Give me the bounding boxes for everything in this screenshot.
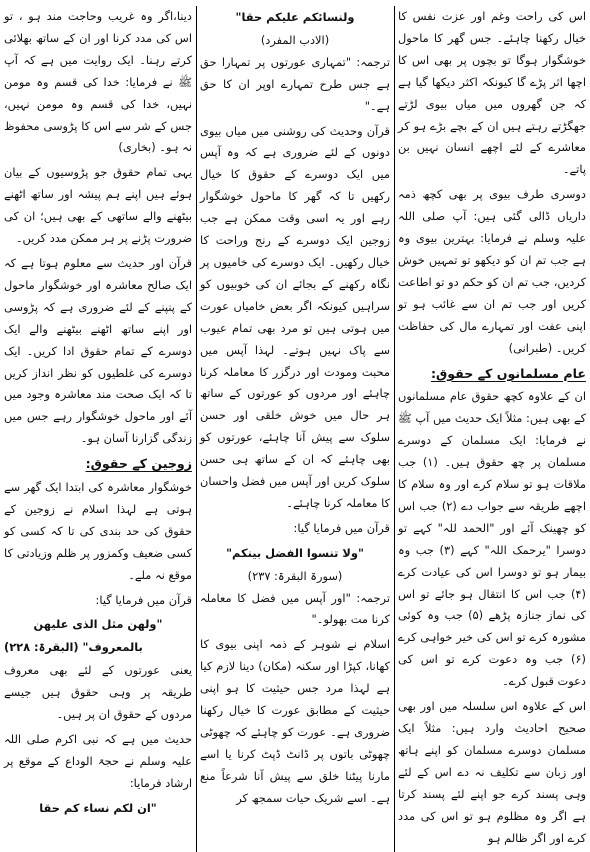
paragraph: قرآن میں فرمایا گیا: bbox=[95, 592, 192, 607]
paragraph: یہی تمام حقوق جو پڑوسیوں کے بیان ہوئے ہیں اپنے ہم پیشہ اور ساتھ اٹھنے بیٹھنے والے ساتھی کے بھی ہیں؛ ان کی ضرورت پڑنے پر ہر ممکن مدد کریں۔ bbox=[4, 165, 192, 246]
paragraph: اس کی راحت وغم اور عزت نفس کا خیال رکھنا چاہئے۔ جس گھر کا ماحول خوشگوار ہوگا تو بچوں پر بھی اس کا اچھا اثر پڑے گا کیونکہ اکثر دیکھا گیا ہے کہ جن گھروں میں میاں بیوی لڑتے جھگڑتے رہتے ہیں ان کے بچے بڑے ہو کر معاشرے کے لئے اچھے انسان نہیں بن پاتے۔ bbox=[398, 9, 586, 177]
section-heading-muslim-rights: عام مسلمانوں کے حقوق: bbox=[430, 365, 586, 381]
hadith-reference: (الادب المفرد) bbox=[260, 32, 330, 47]
paragraph: اسلام نے شوہر کے ذمہ اپنی بیوی کا کھانا، کپڑا اور سکنہ (مکان) دینا لازم کیا ہے لہذا مرد جس حیثیت کا ہو اپنی حیثیت کے مطابق عورت کا خیال رکھنا ضروری ہے۔ عورت کو چاہئے کہ چھوٹی چھوٹی باتوں پر ڈانٹ ڈپٹ کرنا یا اسے مارنا پیٹنا خلق سے پیش آنا شرعاً منع ہے۔ اسے شریک حیات سمجھ کر bbox=[200, 637, 390, 805]
column-divider bbox=[394, 6, 395, 852]
paragraph: حدیث میں ہے کہ نبی اکرم صلی اللہ علیہ وسلم نے حجۃ الوداع کے موقع پر ارشاد فرمایا: bbox=[4, 732, 192, 790]
hadith-quote: "ان لکم نساء کم حقا bbox=[39, 800, 157, 815]
column-left bbox=[4, 6, 192, 852]
paragraph: دوسری طرف بیوی پر بھی کچھ ذمہ داریاں ڈالی گئی ہیں: آپ صلی اللہ علیہ وسلم نے فرمایا: بہترین بیوی وہ ہے جب تم ان کو دیکھو تو تمہیں خوش کردیں، جب تم ان کو حکم دو تو اطاعت کریں اور جب تم ان سے غائب ہو تو اپنی عفت اور تمہارے مال کی حفاظت کریں۔ (طبرانی) bbox=[398, 187, 586, 355]
column-divider bbox=[196, 6, 197, 852]
paragraph: قرآن میں فرمایا گیا: bbox=[293, 520, 390, 535]
paragraph: اس کے علاوہ اس سلسلہ میں اور بھی صحیح احادیث وارد ہیں: مثلاً ایک مسلمان دوسرے مسلمان کو اپنے ہاتھ اور زبان سے تکلیف نہ دے اس کے لئے وہی پسند کرے جو اپنے لئے پسند کرتا ہے اگر وہ مظلوم ہو تو اس کی مدد کرے اور اگر ظالم ہو bbox=[398, 699, 586, 845]
paragraph: قرآن وحدیث کی روشنی میں میاں بیوی دونوں کے لئے ضروری ہے کہ وہ آپس میں ایک دوسرے کے حقوق کا خیال رکھیں تا کہ گھر کا ماحول خوشگوار رہے اور یہ اسی وقت ممکن ہے جب زوجین ایک دوسرے کے رنج وراحت کا خیال رکھیں۔ ایک دوسرے کی خامیوں پر نگاہ رکھنے کے بجائے ان کی خوبیوں کو سراہیں کیونکہ اگر بعض خامیاں عورت میں ہوتی ہیں تو مرد بھی تمام عیوب سے پاک نہیں ہوتے۔ لہذا آپس میں محبت ومودت اور درگزر کا معاملہ کرنا چاہئے اور مردوں کو عورتوں کے ساتھ ہر حال میں خوش خلقی اور حسن سلوک سے پیش آنا چاہئے، عورتوں کو بھی چاہئے کہ ان کے ساتھ ہی حسن سلوک کریں اور آپس میں فضل واحسان کا معاملہ کرنا چاہئے۔ bbox=[200, 123, 390, 510]
quran-quote: "ولا تنسوا الفضل بینکم" bbox=[226, 545, 364, 560]
column-middle bbox=[200, 6, 390, 852]
quran-quote-reference: بالمعروف" (البقرۃ: ۲۲۸) bbox=[4, 640, 143, 655]
column-right bbox=[398, 6, 586, 852]
quran-reference: (سورۃ البقرۃ: ۲۳۷) bbox=[247, 568, 343, 583]
quran-quote: "ولھن مثل الذی علیھن bbox=[33, 617, 163, 632]
paragraph: یعنی عورتوں کے لئے بھی معروف طریقہ پر وہی حقوق ہیں جیسے مردوں کے حقوق ان پر ہیں۔ bbox=[4, 663, 192, 722]
paragraph: قرآن اور حدیث سے معلوم ہوتا ہے کہ ایک صالح معاشرہ اور خوشگوار ماحول کے پنپنے کے لئے ضروری ہے کہ پڑوسی اور اپنے ساتھ اٹھنے بیٹھنے والے ایک دوسرے کے تمام حقوق ادا کریں۔ ایک دوسرے کی غلطیوں کو نظر انداز کریں تا کہ ایک صحت مند معاشرہ وجود میں آئے اور ماحول خوشگوار رہے جس میں زندگی گزارنا آسان ہو۔ bbox=[4, 255, 192, 446]
paragraph: ترجمہ: "اور آپس میں فضل کا معاملہ کرنا مت بھولو۔" bbox=[200, 590, 390, 627]
hadith-quote-continued: ولنسائکم علیکم حقا" bbox=[235, 10, 355, 24]
section-heading-spouse-rights: زوجین کے حقوق: bbox=[85, 456, 192, 472]
paragraph: خوشگوار معاشرہ کی ابتدا ایک گھر سے ہوتی ہے لہذا اسلام نے زوجین کے حقوق کی حد بندی کی تا کہ کسی کو کسی ضعیف وکمزور پر ظلم وزیادتی کا موقع نہ ملے۔ bbox=[4, 480, 192, 582]
paragraph: ان کے علاوہ کچھ حقوق عام مسلمانوں کے بھی ہیں: مثلاً ایک حدیث میں آپ ﷺ نے فرمایا: ایک مسلمان کے دوسرے مسلمان پر چھ حقوق ہیں۔ (۱) جب ملاقات ہو تو سلام کرے اور وہ سلام کا اچھے طریقہ سے جواب دے (۲) جب اس کو چھینک آئے اور "الحمد للہ" کہے تو دوسرا "یرحمک اللہ" کہے (۳) جب وہ بیمار ہو تو دوسرا اس کی عیادت کرے (۴) جب اس کا انتقال ہو جائے تو اس کی نماز جنازہ پڑھے (۵) جب وہ کوئی مشورہ کرے تو اس کی خیر خواہی کرے (۶) جب وہ دعوت کرے تو اس کی دعوت قبول کرے۔ bbox=[398, 389, 586, 689]
paragraph: دینا،اگر وہ غریب وحاجت مند ہو ، تو اس کی مدد کرنا اور ان کے ساتھ بھلائی کرتے رہنا۔ ایک روایت میں ہے کہ آپ ﷺ نے فرمایا: خدا کی قسم وہ مومن نہیں، خدا کی قسم وہ مومن نہیں، جس کے شر سے اس کا پڑوسی محفوظ نہ ہو۔ (بخاری) bbox=[4, 9, 192, 155]
paragraph: ترجمہ: "تمہاری عورتوں پر تمہارا حق ہے جس طرح تمہارے اوپر ان کا حق ہے۔" bbox=[200, 54, 390, 113]
